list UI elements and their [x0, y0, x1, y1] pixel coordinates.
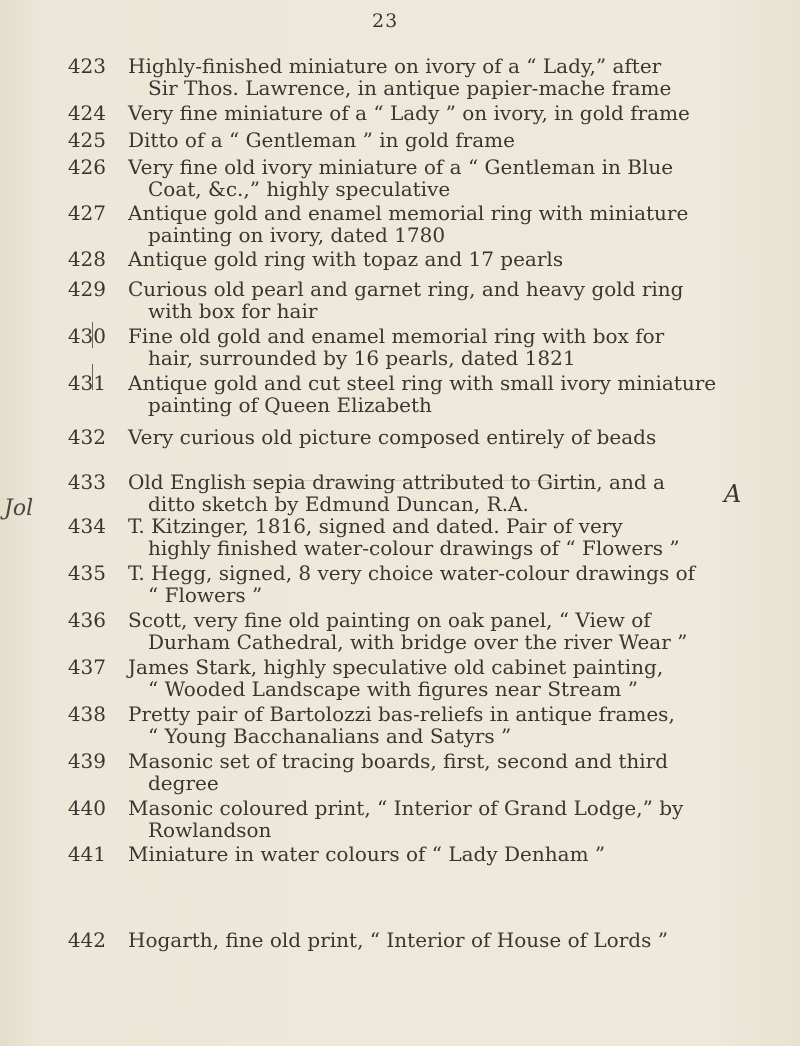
lot-description-line: Masonic set of tracing boards, first, second and third — [128, 749, 669, 773]
lot-number: 432 — [67, 425, 106, 449]
lot-description-line: T. Kitzinger, 1816, signed and dated. Pair of very — [128, 514, 623, 538]
lot-number: 429 — [67, 277, 106, 301]
lot-number: 426 — [67, 155, 106, 179]
lot-number: 431 — [67, 371, 106, 395]
lot-number: 425 — [67, 128, 106, 152]
lot-description-line: Pretty pair of Bartolozzi bas-reliefs in antique frames, — [128, 702, 675, 726]
lot-description-line: hair, surrounded by 16 pearls, dated 1821 — [148, 346, 576, 370]
lot-description-line: Curious old pearl and garnet ring, and heavy gold ring — [128, 277, 684, 301]
lot-description-line: Rowlandson — [148, 818, 272, 842]
lot-description-line: T. Hegg, signed, 8 very choice water-colour drawings of — [128, 561, 696, 585]
lot-description-line: Very fine old ivory miniature of a “ Gentleman in Blue — [128, 155, 674, 179]
lot-number: 433 — [67, 470, 106, 494]
handwritten-right-mark: A — [724, 480, 742, 508]
lot-description-line: Coat, &c.,” highly speculative — [148, 177, 451, 201]
lot-description-line: “ Flowers ” — [148, 583, 263, 607]
lot-description-line: Very curious old picture composed entirely of beads — [128, 425, 657, 449]
lot-description-line: Hogarth, fine old print, “ Interior of House of Lords ” — [128, 928, 668, 952]
lot-description-line: “ Wooded Landscape with figures near Stream ” — [148, 677, 638, 701]
lot-description-line: painting of Queen Elizabeth — [148, 393, 432, 417]
lot-number: 428 — [67, 247, 106, 271]
lot-number: 441 — [67, 842, 106, 866]
lot-description-line: painting on ivory, dated 1780 — [148, 223, 446, 247]
lot-number: 436 — [67, 608, 106, 632]
lot-description-line: Old English sepia drawing attributed to Girtin, and a — [128, 470, 665, 494]
lot-number: 424 — [67, 101, 106, 125]
lot-description-line: Sir Thos. Lawrence, in antique papier-mache frame — [148, 76, 672, 100]
lot-number: 440 — [67, 796, 106, 820]
lot-description-line: James Stark, highly speculative old cabinet painting, — [128, 655, 664, 679]
lot-description-line: Miniature in water colours of “ Lady Denham ” — [128, 842, 606, 866]
lot-description-line: Scott, very fine old painting on oak panel, “ View of — [128, 608, 651, 632]
lot-description-line: Antique gold and enamel memorial ring with miniature — [128, 201, 689, 225]
lot-number: 430 — [67, 324, 106, 348]
lot-number: 437 — [67, 655, 106, 679]
lot-description-line: Ditto of a “ Gentleman ” in gold frame — [128, 128, 515, 152]
lot-number: 435 — [67, 561, 106, 585]
lot-description-line: “ Young Bacchanalians and Satyrs ” — [148, 724, 512, 748]
lot-number: 438 — [67, 702, 106, 726]
lot-description-line: highly finished water-colour drawings of “ Flowers ” — [148, 536, 680, 560]
lot-description-line: Highly-finished miniature on ivory of a “ Lady,” after — [128, 54, 662, 78]
page-number: 23 — [372, 10, 399, 32]
lot-number: 434 — [67, 514, 106, 538]
lot-description-line: Durham Cathedral, with bridge over the river Wear ” — [148, 630, 688, 654]
lot-description-line: Fine old gold and enamel memorial ring with box for — [128, 324, 665, 348]
lot-description-line: Antique gold and cut steel ring with small ivory miniature — [128, 371, 717, 395]
lot-description-line: with box for hair — [148, 299, 318, 323]
lot-number: 439 — [67, 749, 106, 773]
lot-description-line: Antique gold ring with topaz and 17 pearls — [128, 247, 564, 271]
handwritten-margin-note: Jol — [4, 496, 34, 521]
lot-number: 423 — [67, 54, 106, 78]
lot-number: 427 — [67, 201, 106, 225]
lot-description-line: degree — [148, 771, 219, 795]
lot-description-line: Masonic coloured print, “ Interior of Grand Lodge,” by — [128, 796, 684, 820]
lot-description-line: Very fine miniature of a “ Lady ” on ivory, in gold frame — [128, 101, 690, 125]
lot-description-line: ditto sketch by Edmund Duncan, R.A. — [148, 492, 529, 516]
lot-number: 442 — [67, 928, 106, 952]
